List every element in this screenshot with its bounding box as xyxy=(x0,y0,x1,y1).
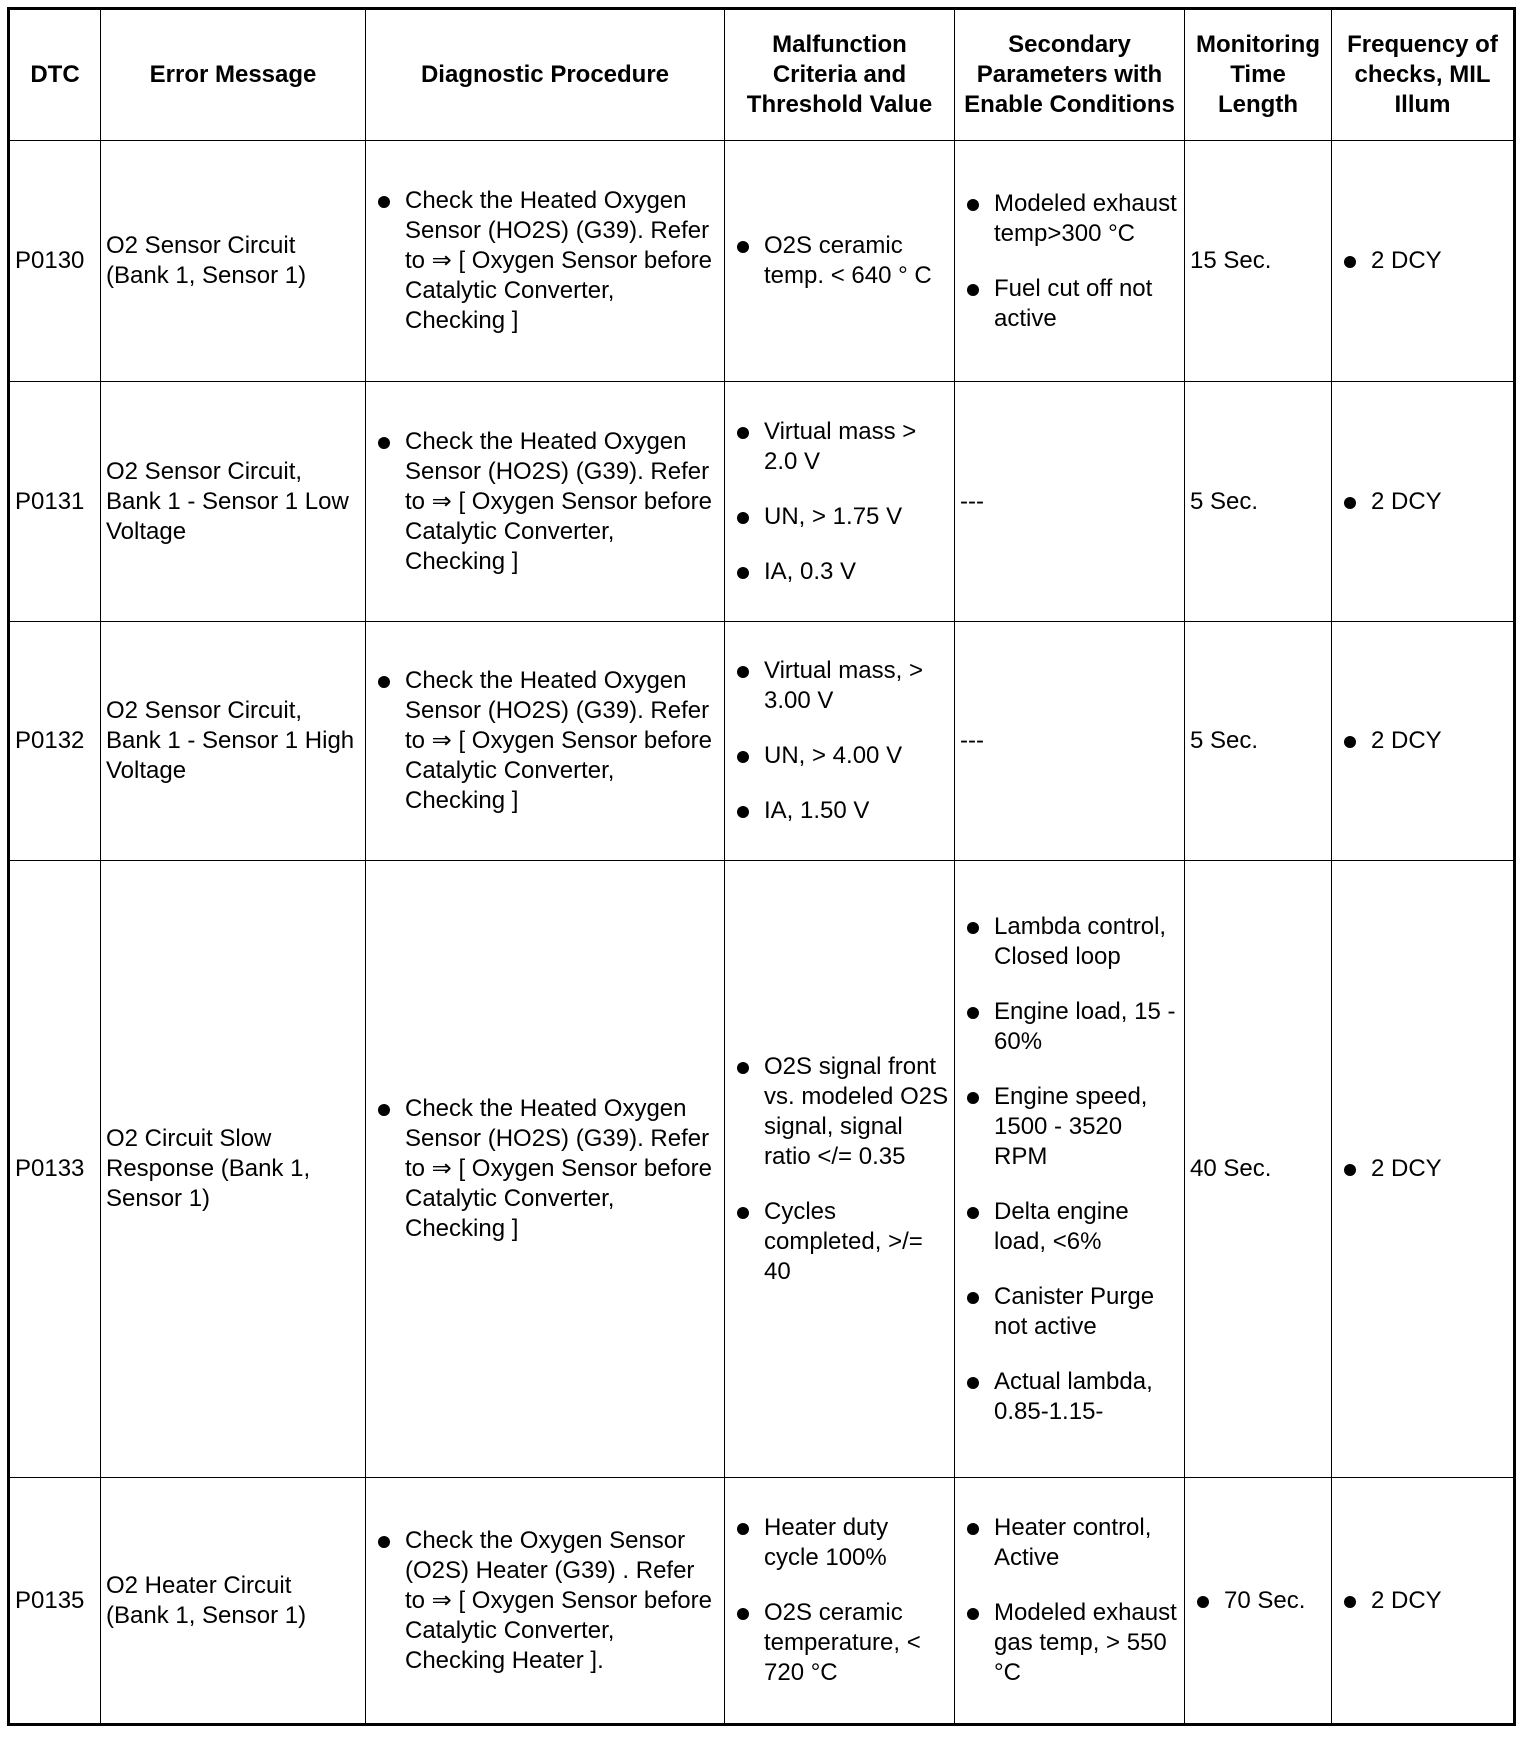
monitoring-time: 15 Sec. xyxy=(1185,141,1332,382)
dtc-code: P0130 xyxy=(9,141,101,382)
diagnostic-procedure xyxy=(366,861,725,1478)
malfunction-criteria xyxy=(725,861,955,1478)
header-frequency: Frequency of checks, MIL Illum xyxy=(1332,9,1515,141)
criteria-item: O2S ceramic temp. < 640 ° C xyxy=(730,231,949,291)
criteria-item: IA, 1.50 V xyxy=(730,796,949,826)
header-malfunction-criteria: Malfunction Criteria and Threshold Value xyxy=(725,9,955,141)
header-dtc: DTC xyxy=(9,9,101,141)
header-error-message: Error Message xyxy=(101,9,366,141)
diagnostic-procedure xyxy=(366,622,725,861)
table-row xyxy=(9,861,1515,1478)
secondary-parameters: --- xyxy=(955,382,1185,622)
monitoring-time xyxy=(1185,1478,1332,1725)
error-message: O2 Heater Circuit (Bank 1, Sensor 1) xyxy=(101,1478,366,1725)
procedure-item: Check the Oxygen Sensor (O2S) Heater (G39) . Refer to ⇒ [ Oxygen Sensor before Catalytic Converter, Checking Heater ]. xyxy=(371,1526,719,1676)
criteria-item: IA, 0.3 V xyxy=(730,557,949,587)
procedure-item: Check the Heated Oxygen Sensor (HO2S) (G39). Refer to ⇒ [ Oxygen Sensor before Catalytic Converter, Checking ] xyxy=(371,666,719,816)
frequency xyxy=(1332,622,1515,861)
criteria-item: UN, > 1.75 V xyxy=(730,502,949,532)
malfunction-criteria xyxy=(725,382,955,622)
error-message: O2 Circuit Slow Response (Bank 1, Sensor 1) xyxy=(101,861,366,1478)
error-message: O2 Sensor Circuit, Bank 1 - Sensor 1 High Voltage xyxy=(101,622,366,861)
parameter-item: Engine load, 15 - 60% xyxy=(960,997,1179,1057)
malfunction-criteria xyxy=(725,141,955,382)
parameter-item: Fuel cut off not active xyxy=(960,274,1179,334)
table-row xyxy=(9,622,1515,861)
dtc-code: P0132 xyxy=(9,622,101,861)
error-message: O2 Sensor Circuit, Bank 1 - Sensor 1 Low Voltage xyxy=(101,382,366,622)
monitoring-time: 40 Sec. xyxy=(1185,861,1332,1478)
criteria-item: Cycles completed, >/= 40 xyxy=(730,1197,949,1287)
dtc-table xyxy=(7,7,1516,1726)
frequency xyxy=(1332,141,1515,382)
parameter-item: Lambda control, Closed loop xyxy=(960,912,1179,972)
header-diagnostic-procedure: Diagnostic Procedure xyxy=(366,9,725,141)
secondary-parameters xyxy=(955,861,1185,1478)
diagnostic-procedure xyxy=(366,382,725,622)
criteria-item: UN, > 4.00 V xyxy=(730,741,949,771)
header-monitoring-time: Monitoring Time Length xyxy=(1185,9,1332,141)
error-message: O2 Sensor Circuit (Bank 1, Sensor 1) xyxy=(101,141,366,382)
diagnostic-procedure xyxy=(366,141,725,382)
secondary-parameters: --- xyxy=(955,622,1185,861)
parameter-item: Actual lambda, 0.85-1.15- xyxy=(960,1367,1179,1427)
secondary-parameters xyxy=(955,141,1185,382)
parameter-item: Engine speed, 1500 - 3520 RPM xyxy=(960,1082,1179,1172)
criteria-item: Virtual mass, > 3.00 V xyxy=(730,656,949,716)
criteria-item: Virtual mass > 2.0 V xyxy=(730,417,949,477)
header-row xyxy=(9,9,1515,141)
monitoring-time: 5 Sec. xyxy=(1185,382,1332,622)
frequency-item: 2 DCY xyxy=(1337,726,1508,756)
frequency-item: 2 DCY xyxy=(1337,1586,1508,1616)
header-secondary-parameters: Secondary Parameters with Enable Conditions xyxy=(955,9,1185,141)
malfunction-criteria xyxy=(725,622,955,861)
secondary-parameters xyxy=(955,1478,1185,1725)
frequency xyxy=(1332,861,1515,1478)
parameter-item: Canister Purge not active xyxy=(960,1282,1179,1342)
diagnostic-procedure xyxy=(366,1478,725,1725)
criteria-item: Heater duty cycle 100% xyxy=(730,1513,949,1573)
frequency xyxy=(1332,382,1515,622)
table-row xyxy=(9,382,1515,622)
dtc-code: P0135 xyxy=(9,1478,101,1725)
parameter-item: Heater control, Active xyxy=(960,1513,1179,1573)
parameter-item: Modeled exhaust temp>300 °C xyxy=(960,189,1179,249)
frequency-item: 2 DCY xyxy=(1337,246,1508,276)
parameter-item: Modeled exhaust gas temp, > 550 °C xyxy=(960,1598,1179,1688)
table-row xyxy=(9,1478,1515,1725)
procedure-item: Check the Heated Oxygen Sensor (HO2S) (G39). Refer to ⇒ [ Oxygen Sensor before Catalytic Converter, Checking ] xyxy=(371,186,719,336)
monitoring-time: 5 Sec. xyxy=(1185,622,1332,861)
malfunction-criteria xyxy=(725,1478,955,1725)
dtc-code: P0133 xyxy=(9,861,101,1478)
table-row xyxy=(9,141,1515,382)
dtc-code: P0131 xyxy=(9,382,101,622)
frequency xyxy=(1332,1478,1515,1725)
procedure-item: Check the Heated Oxygen Sensor (HO2S) (G39). Refer to ⇒ [ Oxygen Sensor before Catalytic Converter, Checking ] xyxy=(371,1094,719,1244)
procedure-item: Check the Heated Oxygen Sensor (HO2S) (G39). Refer to ⇒ [ Oxygen Sensor before Catalytic Converter, Checking ] xyxy=(371,427,719,577)
frequency-item: 2 DCY xyxy=(1337,1154,1508,1184)
frequency-item: 2 DCY xyxy=(1337,487,1508,517)
parameter-item: Delta engine load, <6% xyxy=(960,1197,1179,1257)
criteria-item: O2S signal front vs. modeled O2S signal, signal ratio </= 0.35 xyxy=(730,1052,949,1172)
criteria-item: O2S ceramic temperature, < 720 °C xyxy=(730,1598,949,1688)
monitoring-item: 70 Sec. xyxy=(1190,1586,1326,1616)
